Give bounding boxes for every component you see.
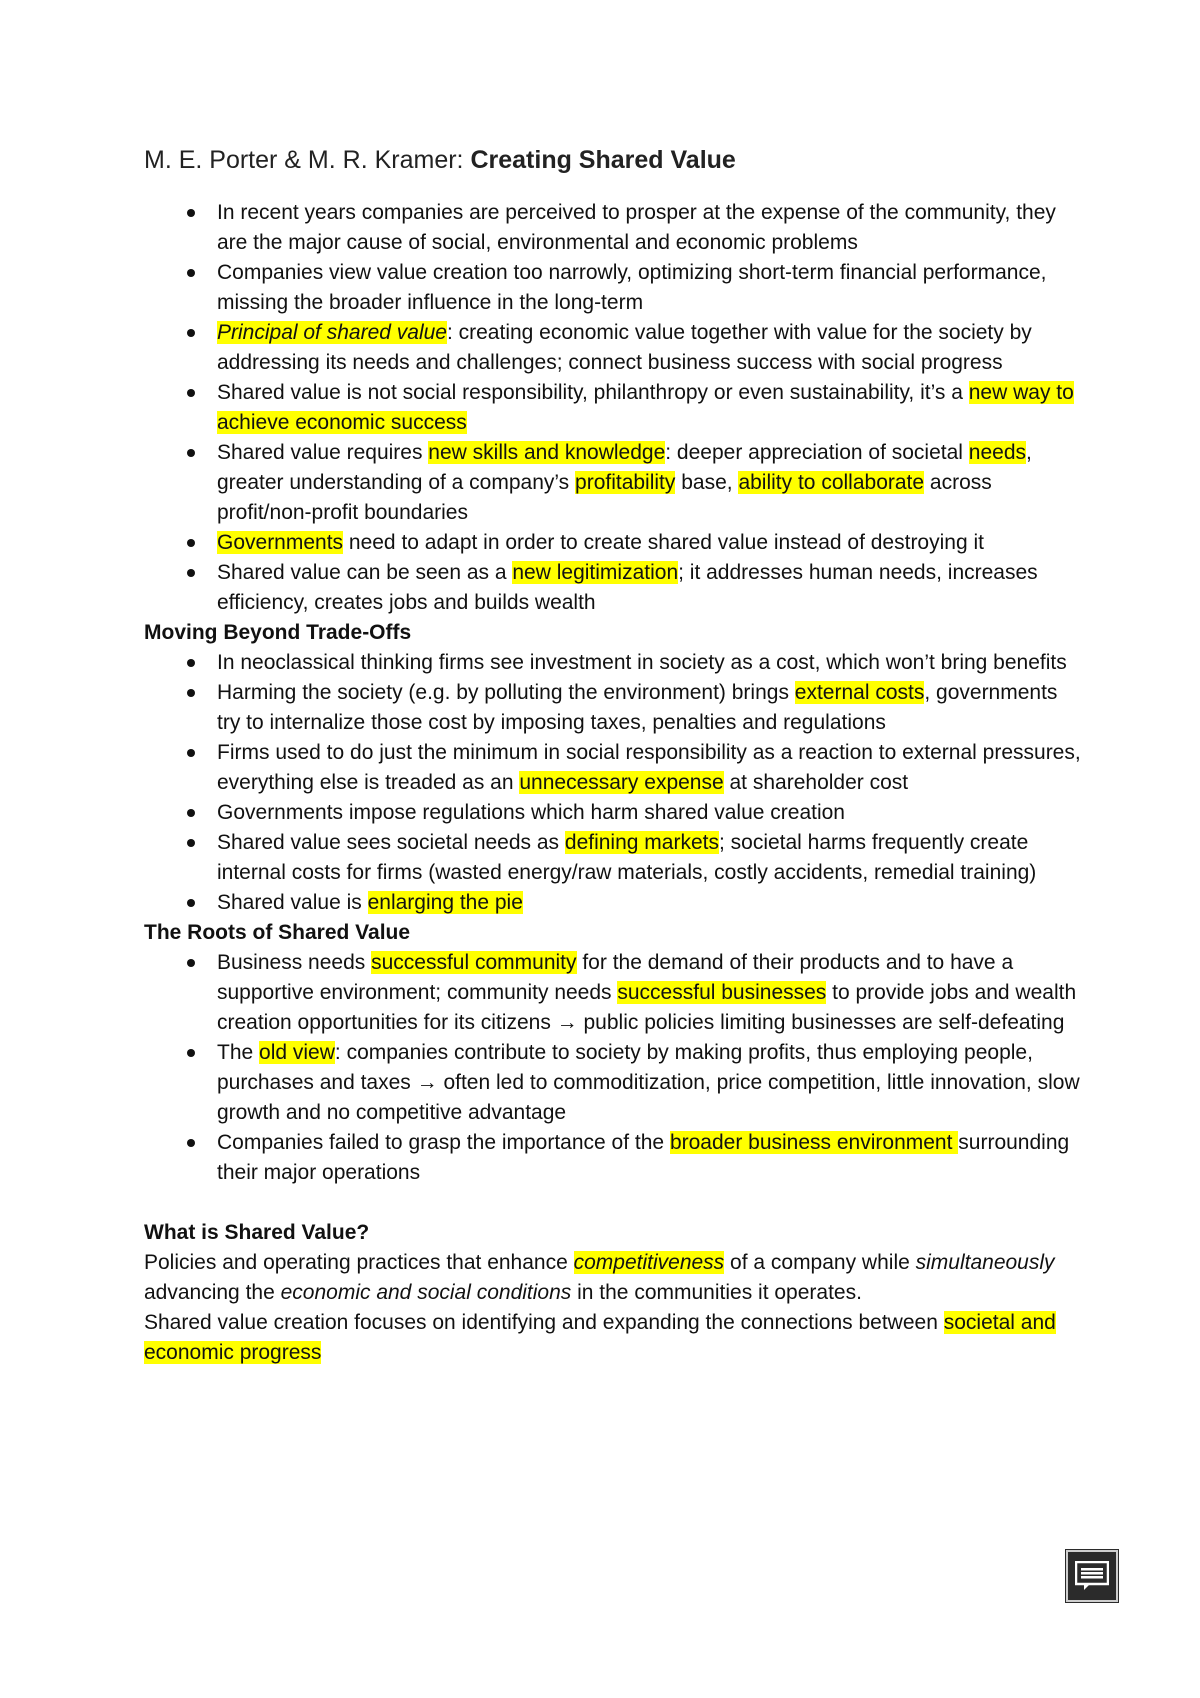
list-item: Shared value requires new skills and knowledge: deeper appreciation of societal needs, greater understanding of a company’s profitability base, ability to collaborate across profit/non-profit boundaries (144, 438, 1084, 528)
title-authors: M. E. Porter & M. R. Kramer: (144, 146, 471, 174)
list-item: Harming the society (e.g. by polluting the environment) brings external costs, governments try to internalize those cost by imposing taxes, penalties and regulations (144, 678, 1084, 738)
highlight: new way to achieve economic success (217, 381, 1074, 434)
comment-icon-glyph (1075, 1561, 1109, 1591)
document-page (144, 142, 1084, 1368)
highlight: successful community (371, 951, 577, 974)
list-item: Shared value can be seen as a new legitimization; it addresses human needs, increases efficiency, creates jobs and builds wealth (144, 558, 1084, 618)
list-item: Governments impose regulations which harm shared value creation (144, 798, 1084, 828)
title-main: Creating Shared Value (470, 146, 736, 174)
highlight: societal and economic progress (144, 1311, 1056, 1364)
highlight: unnecessary expense (519, 771, 724, 794)
list-item: Companies view value creation too narrowly, optimizing short-term financial performance, missing the broader influence in the long-term (144, 258, 1084, 318)
highlight: new legitimization (512, 561, 679, 584)
list-item: Shared value is enlarging the pie (144, 888, 1084, 918)
list-item: Shared value sees societal needs as defining markets; societal harms frequently create internal costs for firms (wasted energy/raw materials, costly accidents, remedial training) (144, 828, 1084, 888)
paragraph: Policies and operating practices that enhance competitiveness of a company while simultaneously advancing the economic and social conditions in the communities it operates. (144, 1251, 1055, 1304)
list-item: Shared value is not social responsibility, philanthropy or even sustainability, it’s a new way to achieve economic success (144, 378, 1084, 438)
highlight: Governments (217, 531, 344, 554)
highlight: competitiveness (573, 1251, 725, 1274)
list-item: In neoclassical thinking firms see investment in society as a cost, which won’t bring benefits (144, 648, 1084, 678)
highlight: profitability (575, 471, 676, 494)
highlight: Principal of shared value (217, 321, 447, 344)
bullet-list-intro (144, 198, 1084, 618)
bullet-list-roots (144, 948, 1084, 1188)
list-item: Governments need to adapt in order to create shared value instead of destroying it (144, 528, 1084, 558)
highlight: defining markets (564, 831, 719, 854)
highlight: old view (259, 1041, 335, 1064)
highlight: external costs (794, 681, 925, 704)
spacer (144, 1188, 1084, 1218)
list-item: Firms used to do just the minimum in social responsibility as a reaction to external pressures, everything else is treaded as an unnecessary expense at shareholder cost (144, 738, 1084, 798)
section-heading: What is Shared Value? (144, 1221, 370, 1244)
highlight: ability to collaborate (738, 471, 925, 494)
list-item: The old view: companies contribute to society by making profits, thus employing people, purchases and taxes → often led to commoditization, price competition, little innovation, slow growth and no competitive advantage (144, 1038, 1084, 1128)
highlight: successful businesses (617, 981, 827, 1004)
section-heading: The Roots of Shared Value (144, 921, 411, 944)
section-heading: Moving Beyond Trade-Offs (144, 621, 412, 644)
paragraph: Shared value creation focuses on identifying and expanding the connections between societal and economic progress (144, 1311, 1056, 1364)
list-item: Business needs successful community for the demand of their products and to have a supportive environment; community needs successful businesses to provide jobs and wealth creation opportunities for its citizens → public policies limiting businesses are self-defeating (144, 948, 1084, 1038)
highlight: needs (968, 441, 1027, 464)
comment-icon[interactable] (1066, 1550, 1118, 1602)
highlight: new skills and knowledge (428, 441, 666, 464)
list-item: Companies failed to grasp the importance of the broader business environment surrounding their major operations (144, 1128, 1084, 1188)
bullet-list-trade-offs (144, 648, 1084, 918)
highlight: broader business environment (669, 1131, 959, 1154)
list-item: Principal of shared value: creating economic value together with value for the society by addressing its needs and challenges; connect business success with social progress (144, 318, 1084, 378)
list-item: In recent years companies are perceived to prosper at the expense of the community, they are the major cause of social, environmental and economic problems (144, 198, 1084, 258)
highlight: enlarging the pie (367, 891, 523, 914)
document-title (144, 142, 1084, 178)
